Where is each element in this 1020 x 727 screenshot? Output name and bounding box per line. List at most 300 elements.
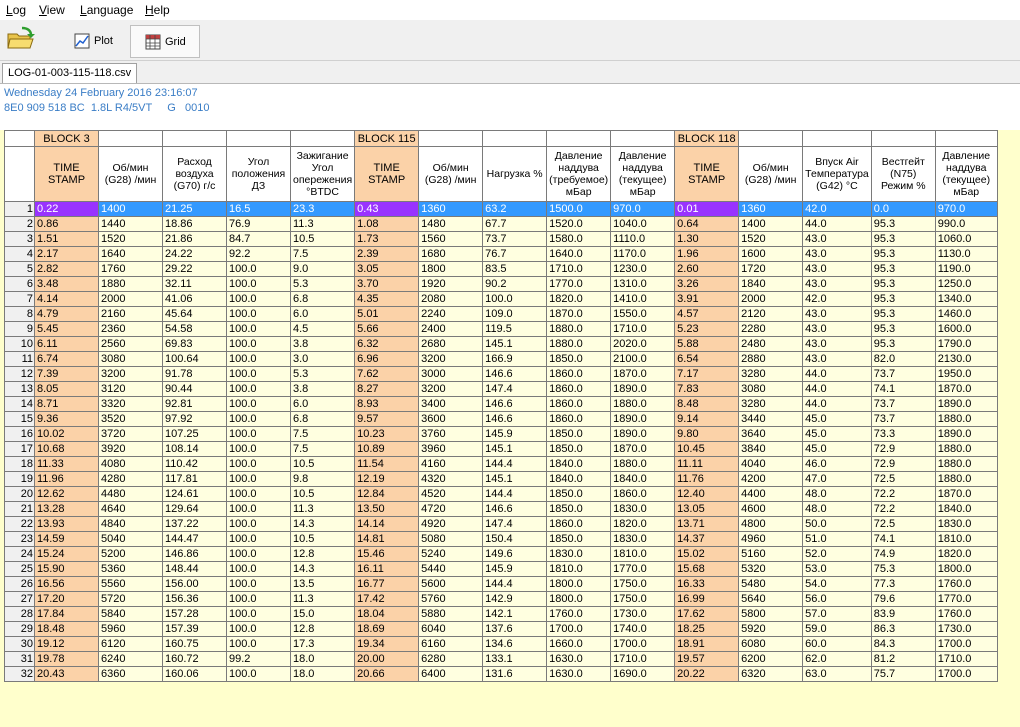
table-cell[interactable]: 1850.0	[547, 487, 611, 502]
menu-item[interactable]	[6, 3, 26, 17]
timestamp-cell[interactable]: 7.62	[355, 367, 419, 382]
table-cell[interactable]: 146.86	[163, 547, 227, 562]
table-cell[interactable]: 4280	[99, 472, 163, 487]
table-cell[interactable]: 16.5	[227, 202, 291, 217]
table-cell[interactable]: 1820.0	[611, 517, 675, 532]
table-cell[interactable]: 1850.0	[547, 532, 611, 547]
table-cell[interactable]: 1170.0	[611, 247, 675, 262]
table-cell[interactable]: 147.4	[483, 517, 547, 532]
column-header[interactable]: Вестгейт (N75) Режим %	[871, 147, 935, 202]
timestamp-cell[interactable]: 3.05	[355, 262, 419, 277]
table-cell[interactable]: 6.8	[291, 412, 355, 427]
table-cell[interactable]: 5160	[739, 547, 803, 562]
table-cell[interactable]: 1520.0	[547, 217, 611, 232]
table-cell[interactable]: 1560	[419, 232, 483, 247]
timestamp-cell[interactable]: 4.79	[35, 307, 99, 322]
table-cell[interactable]: 1820.0	[547, 292, 611, 307]
timestamp-cell[interactable]: 16.77	[355, 577, 419, 592]
table-cell[interactable]: 100.0	[227, 367, 291, 382]
table-cell[interactable]: 4840	[99, 517, 163, 532]
table-cell[interactable]: 146.6	[483, 412, 547, 427]
table-cell[interactable]: 1630.0	[547, 652, 611, 667]
table-cell[interactable]: 95.3	[871, 247, 935, 262]
table-cell[interactable]: 2120	[739, 307, 803, 322]
table-cell[interactable]: 107.25	[163, 427, 227, 442]
table-cell[interactable]: 84.3	[871, 637, 935, 652]
table-cell[interactable]: 72.9	[871, 457, 935, 472]
table-cell[interactable]: 2000	[739, 292, 803, 307]
table-cell[interactable]: 75.7	[871, 667, 935, 682]
timestamp-cell[interactable]: 0.22	[35, 202, 99, 217]
table-cell[interactable]: 1790.0	[935, 337, 997, 352]
table-cell[interactable]: 5240	[419, 547, 483, 562]
table-cell[interactable]: 1760	[99, 262, 163, 277]
table-cell[interactable]: 1360	[419, 202, 483, 217]
table-cell[interactable]: 1810.0	[611, 547, 675, 562]
timestamp-cell[interactable]: 2.17	[35, 247, 99, 262]
row-number[interactable]: 7	[5, 292, 35, 307]
table-cell[interactable]: 6160	[419, 637, 483, 652]
table-cell[interactable]: 4960	[739, 532, 803, 547]
table-cell[interactable]: 53.0	[803, 562, 872, 577]
table-cell[interactable]: 2130.0	[935, 352, 997, 367]
menu-item[interactable]	[39, 3, 65, 17]
table-row[interactable]	[5, 622, 998, 637]
table-cell[interactable]: 56.0	[803, 592, 872, 607]
timestamp-cell[interactable]: 12.40	[675, 487, 739, 502]
table-cell[interactable]: 2560	[99, 337, 163, 352]
table-cell[interactable]: 45.0	[803, 427, 872, 442]
table-cell[interactable]: 92.2	[227, 247, 291, 262]
timestamp-cell[interactable]: 5.45	[35, 322, 99, 337]
timestamp-cell[interactable]: 17.62	[675, 607, 739, 622]
table-cell[interactable]: 970.0	[935, 202, 997, 217]
table-cell[interactable]: 48.0	[803, 487, 872, 502]
table-cell[interactable]: 1750.0	[611, 577, 675, 592]
table-cell[interactable]: 147.4	[483, 382, 547, 397]
table-cell[interactable]: 100.0	[227, 427, 291, 442]
table-cell[interactable]: 4040	[739, 457, 803, 472]
table-cell[interactable]: 1870.0	[611, 442, 675, 457]
row-number[interactable]: 21	[5, 502, 35, 517]
table-cell[interactable]: 100.0	[227, 397, 291, 412]
table-cell[interactable]: 1810.0	[547, 562, 611, 577]
table-cell[interactable]: 67.7	[483, 217, 547, 232]
table-row[interactable]	[5, 337, 998, 352]
table-row[interactable]	[5, 487, 998, 502]
table-cell[interactable]: 1400	[99, 202, 163, 217]
table-cell[interactable]: 1850.0	[547, 502, 611, 517]
table-cell[interactable]: 47.0	[803, 472, 872, 487]
table-cell[interactable]: 95.3	[871, 277, 935, 292]
table-cell[interactable]: 6080	[739, 637, 803, 652]
table-cell[interactable]: 10.5	[291, 532, 355, 547]
table-cell[interactable]: 76.9	[227, 217, 291, 232]
plot-button[interactable]	[70, 25, 122, 56]
table-cell[interactable]: 18.0	[291, 667, 355, 682]
table-cell[interactable]: 3440	[739, 412, 803, 427]
table-cell[interactable]: 60.0	[803, 637, 872, 652]
table-cell[interactable]: 3080	[739, 382, 803, 397]
table-cell[interactable]: 10.5	[291, 457, 355, 472]
timestamp-cell[interactable]: 10.23	[355, 427, 419, 442]
table-cell[interactable]: 3.0	[291, 352, 355, 367]
row-number[interactable]: 26	[5, 577, 35, 592]
row-number[interactable]: 17	[5, 442, 35, 457]
table-cell[interactable]: 1830.0	[611, 502, 675, 517]
table-cell[interactable]: 100.0	[227, 352, 291, 367]
table-cell[interactable]: 12.8	[291, 622, 355, 637]
table-cell[interactable]: 1830.0	[611, 532, 675, 547]
table-cell[interactable]: 1800.0	[935, 562, 997, 577]
table-cell[interactable]: 6200	[739, 652, 803, 667]
table-cell[interactable]: 73.7	[483, 232, 547, 247]
table-cell[interactable]: 5960	[99, 622, 163, 637]
table-cell[interactable]: 1840.0	[547, 472, 611, 487]
timestamp-cell[interactable]: 19.34	[355, 637, 419, 652]
table-cell[interactable]: 1690.0	[611, 667, 675, 682]
column-header[interactable]: Давление наддува (требуемое) мБар	[547, 147, 611, 202]
table-cell[interactable]: 4640	[99, 502, 163, 517]
column-header[interactable]: Зажигание Угол опережения °BTDC	[291, 147, 355, 202]
table-cell[interactable]: 1880.0	[935, 457, 997, 472]
table-cell[interactable]: 149.6	[483, 547, 547, 562]
timestamp-cell[interactable]: 12.84	[355, 487, 419, 502]
table-cell[interactable]: 119.5	[483, 322, 547, 337]
timestamp-cell[interactable]: 13.93	[35, 517, 99, 532]
table-cell[interactable]: 1600.0	[935, 322, 997, 337]
table-cell[interactable]: 1730.0	[935, 622, 997, 637]
table-cell[interactable]: 11.3	[291, 502, 355, 517]
table-cell[interactable]: 4400	[739, 487, 803, 502]
table-cell[interactable]: 44.0	[803, 397, 872, 412]
table-cell[interactable]: 1680	[419, 247, 483, 262]
table-cell[interactable]: 6120	[99, 637, 163, 652]
table-cell[interactable]: 1920	[419, 277, 483, 292]
table-cell[interactable]: 100.0	[227, 532, 291, 547]
table-row[interactable]	[5, 502, 998, 517]
timestamp-cell[interactable]: 11.54	[355, 457, 419, 472]
table-cell[interactable]: 1850.0	[547, 442, 611, 457]
table-cell[interactable]: 5080	[419, 532, 483, 547]
table-cell[interactable]: 69.83	[163, 337, 227, 352]
table-cell[interactable]: 1880.0	[611, 397, 675, 412]
table-row[interactable]	[5, 592, 998, 607]
timestamp-cell[interactable]: 7.17	[675, 367, 739, 382]
timestamp-cell[interactable]: 1.08	[355, 217, 419, 232]
table-cell[interactable]: 1400	[739, 217, 803, 232]
table-cell[interactable]: 44.0	[803, 217, 872, 232]
table-cell[interactable]: 99.2	[227, 652, 291, 667]
table-cell[interactable]: 54.58	[163, 322, 227, 337]
table-row[interactable]	[5, 652, 998, 667]
timestamp-cell[interactable]: 1.96	[675, 247, 739, 262]
row-number[interactable]: 18	[5, 457, 35, 472]
table-cell[interactable]: 145.1	[483, 442, 547, 457]
row-number[interactable]: 8	[5, 307, 35, 322]
table-cell[interactable]: 3520	[99, 412, 163, 427]
table-cell[interactable]: 100.0	[227, 307, 291, 322]
table-row[interactable]	[5, 637, 998, 652]
timestamp-cell[interactable]: 9.14	[675, 412, 739, 427]
grid-button[interactable]	[130, 25, 200, 58]
table-cell[interactable]: 157.39	[163, 622, 227, 637]
table-cell[interactable]: 43.0	[803, 322, 872, 337]
table-cell[interactable]: 95.3	[871, 232, 935, 247]
table-cell[interactable]: 13.5	[291, 577, 355, 592]
table-cell[interactable]: 100.0	[483, 292, 547, 307]
timestamp-cell[interactable]: 18.91	[675, 637, 739, 652]
table-cell[interactable]: 1710.0	[611, 652, 675, 667]
table-cell[interactable]: 6.8	[291, 292, 355, 307]
table-cell[interactable]: 160.72	[163, 652, 227, 667]
table-cell[interactable]: 95.3	[871, 322, 935, 337]
table-cell[interactable]: 43.0	[803, 232, 872, 247]
timestamp-cell[interactable]: 19.57	[675, 652, 739, 667]
row-number[interactable]: 9	[5, 322, 35, 337]
table-cell[interactable]: 4520	[419, 487, 483, 502]
row-number[interactable]: 28	[5, 607, 35, 622]
table-cell[interactable]: 1880.0	[547, 322, 611, 337]
table-cell[interactable]: 1230.0	[611, 262, 675, 277]
table-cell[interactable]: 1770.0	[935, 592, 997, 607]
table-cell[interactable]: 1640.0	[547, 247, 611, 262]
table-cell[interactable]: 2880	[739, 352, 803, 367]
table-cell[interactable]: 117.81	[163, 472, 227, 487]
table-row[interactable]	[5, 457, 998, 472]
timestamp-cell[interactable]: 6.11	[35, 337, 99, 352]
table-cell[interactable]: 45.0	[803, 442, 872, 457]
table-cell[interactable]: 100.0	[227, 502, 291, 517]
timestamp-cell[interactable]: 2.60	[675, 262, 739, 277]
timestamp-cell[interactable]: 6.54	[675, 352, 739, 367]
table-cell[interactable]: 1830.0	[935, 517, 997, 532]
column-header[interactable]: TIME STAMP	[355, 147, 419, 202]
table-cell[interactable]: 6280	[419, 652, 483, 667]
table-cell[interactable]: 1890.0	[611, 382, 675, 397]
table-cell[interactable]: 18.86	[163, 217, 227, 232]
timestamp-cell[interactable]: 5.23	[675, 322, 739, 337]
timestamp-cell[interactable]: 18.48	[35, 622, 99, 637]
timestamp-cell[interactable]: 8.71	[35, 397, 99, 412]
menu-item[interactable]	[80, 3, 133, 17]
table-cell[interactable]: 133.1	[483, 652, 547, 667]
table-cell[interactable]: 1880.0	[935, 412, 997, 427]
table-cell[interactable]: 43.0	[803, 352, 872, 367]
table-cell[interactable]: 72.2	[871, 487, 935, 502]
timestamp-cell[interactable]: 15.46	[355, 547, 419, 562]
timestamp-cell[interactable]: 3.26	[675, 277, 739, 292]
menu-item[interactable]	[145, 3, 170, 17]
timestamp-cell[interactable]: 4.14	[35, 292, 99, 307]
timestamp-cell[interactable]: 15.24	[35, 547, 99, 562]
table-cell[interactable]: 91.78	[163, 367, 227, 382]
table-cell[interactable]: 2080	[419, 292, 483, 307]
table-cell[interactable]: 110.42	[163, 457, 227, 472]
table-cell[interactable]: 7.5	[291, 427, 355, 442]
table-cell[interactable]: 100.0	[227, 637, 291, 652]
table-cell[interactable]: 134.6	[483, 637, 547, 652]
timestamp-cell[interactable]: 20.00	[355, 652, 419, 667]
table-cell[interactable]: 1700.0	[547, 622, 611, 637]
table-cell[interactable]: 2480	[739, 337, 803, 352]
table-cell[interactable]: 1880.0	[935, 472, 997, 487]
table-cell[interactable]: 160.06	[163, 667, 227, 682]
table-cell[interactable]: 9.8	[291, 472, 355, 487]
table-cell[interactable]: 100.0	[227, 607, 291, 622]
table-cell[interactable]: 100.0	[227, 337, 291, 352]
table-cell[interactable]: 5480	[739, 577, 803, 592]
table-cell[interactable]: 1810.0	[935, 532, 997, 547]
table-cell[interactable]: 100.0	[227, 577, 291, 592]
table-cell[interactable]: 1760.0	[547, 607, 611, 622]
table-cell[interactable]: 1860.0	[611, 487, 675, 502]
table-cell[interactable]: 5200	[99, 547, 163, 562]
row-number[interactable]: 31	[5, 652, 35, 667]
table-row[interactable]	[5, 562, 998, 577]
table-cell[interactable]: 100.0	[227, 262, 291, 277]
table-row[interactable]	[5, 667, 998, 682]
row-number[interactable]: 2	[5, 217, 35, 232]
table-cell[interactable]: 100.0	[227, 412, 291, 427]
table-cell[interactable]: 1310.0	[611, 277, 675, 292]
table-cell[interactable]: 146.6	[483, 502, 547, 517]
column-header[interactable]: Об/мин (G28) /мин	[419, 147, 483, 202]
table-cell[interactable]: 5600	[419, 577, 483, 592]
table-cell[interactable]: 73.7	[871, 397, 935, 412]
table-row[interactable]	[5, 382, 998, 397]
table-cell[interactable]: 5320	[739, 562, 803, 577]
table-cell[interactable]: 1660.0	[547, 637, 611, 652]
table-row[interactable]	[5, 202, 998, 217]
row-number[interactable]: 12	[5, 367, 35, 382]
table-cell[interactable]: 3200	[419, 382, 483, 397]
table-cell[interactable]: 1820.0	[935, 547, 997, 562]
table-cell[interactable]: 142.1	[483, 607, 547, 622]
table-cell[interactable]: 160.75	[163, 637, 227, 652]
table-cell[interactable]: 1860.0	[547, 382, 611, 397]
table-cell[interactable]: 86.3	[871, 622, 935, 637]
table-cell[interactable]: 5360	[99, 562, 163, 577]
table-cell[interactable]: 100.0	[227, 472, 291, 487]
timestamp-cell[interactable]: 20.22	[675, 667, 739, 682]
row-number[interactable]: 29	[5, 622, 35, 637]
timestamp-cell[interactable]: 10.45	[675, 442, 739, 457]
table-cell[interactable]: 1720	[739, 262, 803, 277]
table-cell[interactable]: 4320	[419, 472, 483, 487]
table-cell[interactable]: 1580.0	[547, 232, 611, 247]
table-row[interactable]	[5, 232, 998, 247]
table-cell[interactable]: 1550.0	[611, 307, 675, 322]
table-cell[interactable]: 137.22	[163, 517, 227, 532]
table-cell[interactable]: 1840	[739, 277, 803, 292]
table-row[interactable]	[5, 277, 998, 292]
table-cell[interactable]: 5440	[419, 562, 483, 577]
table-cell[interactable]: 142.9	[483, 592, 547, 607]
timestamp-cell[interactable]: 1.73	[355, 232, 419, 247]
table-cell[interactable]: 100.0	[227, 517, 291, 532]
table-row[interactable]	[5, 262, 998, 277]
table-cell[interactable]: 1130.0	[935, 247, 997, 262]
table-cell[interactable]: 46.0	[803, 457, 872, 472]
table-cell[interactable]: 970.0	[611, 202, 675, 217]
table-cell[interactable]: 7.5	[291, 442, 355, 457]
table-cell[interactable]: 1750.0	[611, 592, 675, 607]
table-cell[interactable]: 990.0	[935, 217, 997, 232]
table-row[interactable]	[5, 442, 998, 457]
table-cell[interactable]: 129.64	[163, 502, 227, 517]
table-cell[interactable]: 18.0	[291, 652, 355, 667]
table-row[interactable]	[5, 472, 998, 487]
timestamp-cell[interactable]: 19.78	[35, 652, 99, 667]
table-cell[interactable]: 124.61	[163, 487, 227, 502]
timestamp-cell[interactable]: 6.32	[355, 337, 419, 352]
timestamp-cell[interactable]: 11.11	[675, 457, 739, 472]
column-header[interactable]: TIME STAMP	[35, 147, 99, 202]
table-cell[interactable]: 145.1	[483, 337, 547, 352]
table-cell[interactable]: 3120	[99, 382, 163, 397]
table-cell[interactable]: 3280	[739, 367, 803, 382]
timestamp-cell[interactable]: 14.37	[675, 532, 739, 547]
row-number[interactable]: 15	[5, 412, 35, 427]
table-cell[interactable]: 3720	[99, 427, 163, 442]
table-cell[interactable]: 100.0	[227, 592, 291, 607]
table-cell[interactable]: 1870.0	[935, 487, 997, 502]
table-cell[interactable]: 1250.0	[935, 277, 997, 292]
table-cell[interactable]: 72.5	[871, 472, 935, 487]
timestamp-cell[interactable]: 8.93	[355, 397, 419, 412]
table-cell[interactable]: 1880	[99, 277, 163, 292]
table-cell[interactable]: 1760.0	[935, 577, 997, 592]
row-number[interactable]: 23	[5, 532, 35, 547]
table-cell[interactable]: 5.3	[291, 367, 355, 382]
table-cell[interactable]: 62.0	[803, 652, 872, 667]
table-cell[interactable]: 92.81	[163, 397, 227, 412]
table-cell[interactable]: 1860.0	[547, 397, 611, 412]
table-cell[interactable]: 1410.0	[611, 292, 675, 307]
timestamp-cell[interactable]: 16.56	[35, 577, 99, 592]
table-cell[interactable]: 3200	[419, 352, 483, 367]
table-row[interactable]	[5, 412, 998, 427]
timestamp-cell[interactable]: 4.35	[355, 292, 419, 307]
table-cell[interactable]: 1700.0	[935, 667, 997, 682]
table-cell[interactable]: 100.0	[227, 562, 291, 577]
table-cell[interactable]: 21.86	[163, 232, 227, 247]
table-cell[interactable]: 1800.0	[547, 592, 611, 607]
table-cell[interactable]: 75.3	[871, 562, 935, 577]
table-cell[interactable]: 74.9	[871, 547, 935, 562]
row-number[interactable]: 6	[5, 277, 35, 292]
table-cell[interactable]: 100.0	[227, 457, 291, 472]
table-cell[interactable]: 1710.0	[547, 262, 611, 277]
table-cell[interactable]: 1630.0	[547, 667, 611, 682]
table-row[interactable]	[5, 532, 998, 547]
table-cell[interactable]: 145.9	[483, 562, 547, 577]
table-cell[interactable]: 81.2	[871, 652, 935, 667]
timestamp-cell[interactable]: 17.20	[35, 592, 99, 607]
table-cell[interactable]: 1640	[99, 247, 163, 262]
table-cell[interactable]: 1460.0	[935, 307, 997, 322]
table-cell[interactable]: 4720	[419, 502, 483, 517]
timestamp-cell[interactable]: 8.05	[35, 382, 99, 397]
table-cell[interactable]: 4200	[739, 472, 803, 487]
timestamp-cell[interactable]: 1.30	[675, 232, 739, 247]
table-cell[interactable]: 2280	[739, 322, 803, 337]
table-cell[interactable]: 100.0	[227, 277, 291, 292]
timestamp-cell[interactable]: 5.66	[355, 322, 419, 337]
table-cell[interactable]: 72.5	[871, 517, 935, 532]
table-cell[interactable]: 1950.0	[935, 367, 997, 382]
